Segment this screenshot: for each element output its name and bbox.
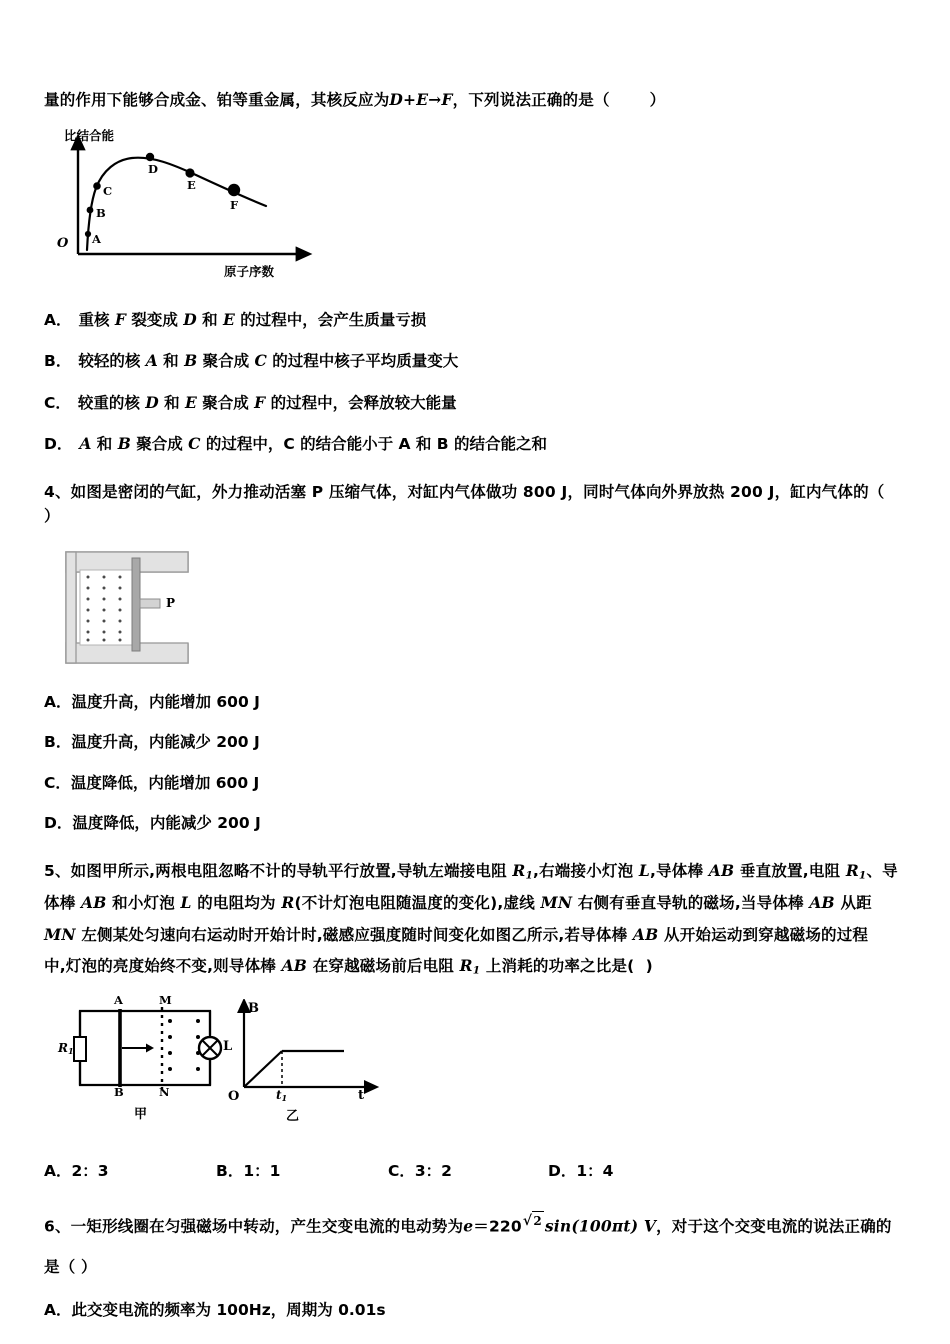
q3-stem-pre: 量的作用下能够合成金、铂等重金属，其核反应为 bbox=[44, 91, 390, 109]
q5-option-b-label: B． bbox=[216, 1162, 244, 1181]
bt-ramp-segment bbox=[244, 1051, 282, 1087]
rod-bottom-label-B: B bbox=[114, 1085, 124, 1100]
q3-option-a-t3: 和 bbox=[196, 311, 223, 330]
q4-figure-cylinder bbox=[58, 544, 233, 669]
q3-option-b-sym3: C bbox=[254, 351, 267, 371]
point-label-B: B bbox=[96, 206, 106, 221]
origin-label: O bbox=[57, 236, 69, 252]
point-A bbox=[85, 231, 91, 237]
bt-origin-label: O bbox=[228, 1089, 240, 1105]
q3-option-d bbox=[44, 432, 924, 456]
q3-option-b-t4: 的过程中核子平均质量变大 bbox=[266, 352, 459, 371]
q3-reaction-reactants: D+E bbox=[389, 90, 429, 109]
piston-plate bbox=[132, 558, 140, 651]
q4-option-b: B．温度升高，内能减少 200 J bbox=[44, 733, 260, 752]
q5-option-a-value: 2：3 bbox=[71, 1162, 109, 1181]
q3-reaction-product: F bbox=[441, 90, 453, 109]
q5-option-c bbox=[388, 1159, 452, 1181]
figure-caption-yi: 乙 bbox=[286, 1109, 300, 1125]
q4-stem-line1: 4、如图是密闭的气缸，外力推动活塞 P 压缩气体，对缸内气体做功 800 J，同时气体向外界放热 200 J，缸内气体的（ bbox=[44, 483, 885, 502]
bt-x-axis-label: t bbox=[358, 1088, 365, 1104]
q5-options-row bbox=[44, 1159, 924, 1181]
q3-option-c-t1: 较重的核 bbox=[77, 393, 146, 412]
bt-y-axis-label: B bbox=[248, 1001, 259, 1017]
q3-option-c-sym3: F bbox=[254, 392, 266, 412]
q3-option-c-sym1: D bbox=[145, 392, 159, 412]
q3-option-a-label: A． bbox=[44, 311, 72, 330]
q3-option-d-sym2: B bbox=[117, 433, 131, 453]
q6-emf-eq: ＝220 bbox=[473, 1218, 522, 1237]
piston-rod bbox=[140, 599, 160, 608]
q4-option-a: A．温度升高，内能增加 600 J bbox=[44, 693, 260, 712]
q3-option-a-sym3: E bbox=[222, 310, 235, 330]
q3-option-b-t2: 和 bbox=[157, 352, 185, 371]
dashed-bottom-label-N: N bbox=[159, 1085, 170, 1100]
q3-option-a-t4: 的过程中，会产生质量亏损 bbox=[234, 311, 427, 330]
dashed-top-label-M: M bbox=[159, 993, 172, 1008]
q5-option-c-label: C． bbox=[388, 1162, 415, 1181]
q6-emf-post: sin(100πt) V bbox=[544, 1217, 657, 1237]
point-label-E: E bbox=[187, 178, 196, 193]
q3-option-b-t1: 较轻的核 bbox=[78, 352, 146, 371]
cylinder-piston-drawing bbox=[58, 544, 233, 669]
point-label-A: A bbox=[92, 232, 101, 247]
point-C bbox=[93, 182, 101, 190]
point-F bbox=[228, 184, 240, 196]
q3-paren-close: ） bbox=[649, 91, 666, 109]
q3-option-c-t3: 聚合成 bbox=[196, 393, 255, 412]
piston-label: P bbox=[166, 596, 176, 611]
q3-option-a bbox=[44, 308, 924, 332]
field-dots-out-of-page bbox=[168, 1019, 200, 1071]
rod-top-label-A: A bbox=[114, 993, 123, 1008]
point-label-F: F bbox=[230, 198, 239, 213]
q3-option-b bbox=[44, 349, 924, 373]
q3-option-c-t2: 和 bbox=[158, 393, 186, 412]
lamp-label-L: L bbox=[223, 1039, 233, 1055]
q3-stem bbox=[44, 88, 924, 112]
q5-stem-line3: MN 左侧某处匀速向右运动时开始计时,磁感应强度随时间变化如图乙所示,若导体棒 AB 从开始运动到穿越磁场的过程 bbox=[44, 924, 869, 944]
q3-option-a-t1: 重核 bbox=[78, 311, 115, 330]
q5-figures bbox=[58, 993, 458, 1125]
q5-option-b-value: 1：1 bbox=[243, 1162, 281, 1181]
q5-option-a bbox=[44, 1159, 109, 1181]
q3-option-d-sym1: A bbox=[79, 433, 92, 453]
q5-stem-line1: 5、如图甲所示,两根电阻忽略不计的导轨平行放置,导轨左端接电阻 $R_1$,右端接小灯泡 L,导体棒 AB 垂直放置,电阻 $R_1$、导 bbox=[44, 861, 898, 882]
q3-option-b-sym2: B bbox=[184, 351, 198, 371]
q3-reaction-arrow: → bbox=[428, 90, 442, 109]
q6-stem-line1 bbox=[44, 1211, 924, 1239]
y-axis-label: 比结合能 bbox=[64, 128, 115, 144]
point-B bbox=[87, 207, 94, 214]
q3-option-c bbox=[44, 391, 924, 415]
resistor-R1 bbox=[74, 1037, 86, 1061]
resistor-label-R1: $R_1$ bbox=[58, 1041, 74, 1057]
point-label-C: C bbox=[103, 184, 113, 199]
q3-option-c-label: C． bbox=[44, 393, 71, 412]
page-content bbox=[44, 88, 924, 1322]
q5-stem-line4: 中,灯泡的亮度始终不变,则导体棒 AB 在穿越磁场前后电阻 $R_1$ 上消耗的功率之比是( ) bbox=[44, 955, 653, 977]
point-label-D: D bbox=[148, 162, 158, 177]
velocity-arrow bbox=[146, 1044, 154, 1053]
circuit-diagram-jia bbox=[58, 993, 233, 1103]
q3-option-d-label: D． bbox=[44, 434, 73, 453]
q6-stem-line2: 是（ ） bbox=[44, 1258, 97, 1277]
q5-option-a-label: A． bbox=[44, 1162, 72, 1181]
q4-option-c: C．温度降低，内能增加 600 J bbox=[44, 773, 260, 792]
q3-option-d-t4: 的过程中，C 的结合能小于 A 和 B 的结合能之和 bbox=[200, 434, 548, 453]
x-axis-label: 原子序数 bbox=[224, 264, 275, 280]
q3-option-a-t2: 裂变成 bbox=[125, 311, 184, 330]
q6-radicand: 2 bbox=[532, 1211, 544, 1231]
q3-option-d-t2: 和 bbox=[91, 434, 118, 453]
q3-option-b-label: B． bbox=[44, 352, 72, 371]
q6-stem-post: ，对于这个交变电流的说法正确的 bbox=[656, 1218, 892, 1237]
q3-option-d-sym3: C bbox=[188, 433, 201, 453]
q6-option-a: A．此交变电流的频率为 100Hz，周期为 0.01s bbox=[44, 1301, 386, 1320]
sqrt-icon: √2 bbox=[522, 1213, 542, 1230]
q3-option-a-sym2: D bbox=[183, 310, 197, 330]
q5-option-d-label: D． bbox=[548, 1162, 577, 1181]
q5-option-d-value: 1：4 bbox=[576, 1162, 614, 1181]
figure-caption-jia: 甲 bbox=[134, 1107, 148, 1123]
bt-tick-label-t1: $t_1$ bbox=[276, 1088, 288, 1104]
q5-option-c-value: 3：2 bbox=[414, 1162, 452, 1181]
q3-figure-binding-energy bbox=[56, 126, 356, 286]
q4-stem-line2: ） bbox=[44, 507, 60, 526]
point-E bbox=[185, 168, 194, 177]
q6-stem-pre: 6、一矩形线圈在匀强磁场中转动，产生交变电流的电动势为 bbox=[44, 1218, 464, 1237]
q3-stem-post: ，下列说法正确的是（ bbox=[452, 91, 610, 109]
q3-option-a-sym1: F bbox=[114, 310, 126, 330]
q3-option-d-t3: 聚合成 bbox=[130, 434, 189, 453]
q6-emf-var: e bbox=[463, 1217, 474, 1237]
q3-option-c-t4: 的过程中，会释放较大能量 bbox=[265, 393, 457, 412]
q5-option-b bbox=[216, 1159, 280, 1181]
q5-stem-line2: 体棒 AB 和小灯泡 L 的电阻均为 R(不计灯泡电阻随温度的变化),虚线 MN 右侧有垂直导轨的磁场,当导体棒 AB 从距 bbox=[44, 893, 872, 913]
q5-option-d bbox=[548, 1159, 613, 1181]
q4-option-d: D．温度降低，内能减少 200 J bbox=[44, 813, 261, 832]
point-D bbox=[146, 153, 154, 161]
q3-option-c-sym2: E bbox=[185, 392, 197, 412]
q3-option-b-sym1: A bbox=[145, 351, 158, 371]
q3-option-b-t3: 聚合成 bbox=[197, 352, 255, 371]
